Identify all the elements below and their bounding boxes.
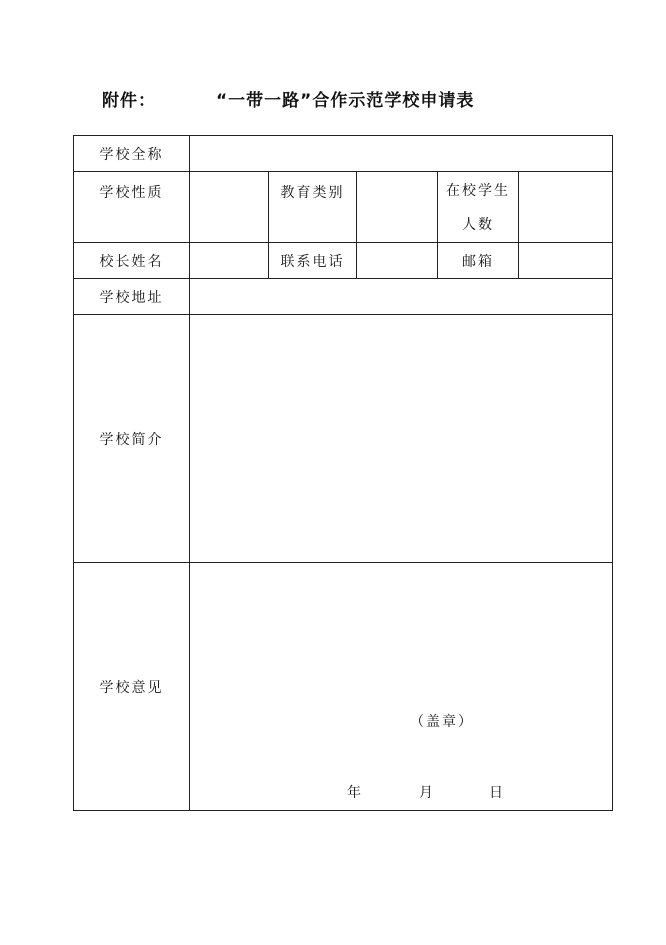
education-type-label: 教育类别 (269, 172, 357, 243)
form-title: “一带一路”合作示范学校申请表 (216, 91, 475, 111)
intro-label: 学校简介 (74, 315, 190, 563)
intro-field[interactable] (190, 315, 613, 563)
email-label: 邮箱 (438, 243, 519, 279)
school-nature-label: 学校性质 (74, 172, 190, 243)
row-school-nature (74, 172, 613, 243)
student-count-field[interactable] (519, 172, 613, 243)
address-field[interactable] (190, 279, 613, 315)
student-count-label-line2: 人数 (462, 217, 494, 233)
row-intro (74, 315, 613, 563)
row-full-name (74, 136, 613, 172)
school-nature-field[interactable] (190, 172, 269, 243)
row-address (74, 279, 613, 315)
principal-name-field[interactable] (190, 243, 269, 279)
address-label: 学校地址 (74, 279, 190, 315)
full-name-label: 学校全称 (74, 136, 190, 172)
full-name-field[interactable] (190, 136, 613, 172)
day-label: 日 (489, 785, 505, 801)
phone-label: 联系电话 (269, 243, 357, 279)
student-count-label (438, 172, 519, 243)
principal-name-label: 校长姓名 (74, 243, 190, 279)
year-label: 年 (347, 785, 363, 801)
row-opinion (74, 563, 613, 811)
student-count-label-line1: 在校学生 (446, 183, 510, 199)
application-form-table (73, 135, 613, 811)
email-field[interactable] (519, 243, 613, 279)
row-principal (74, 243, 613, 279)
attachment-label: 附件： (102, 91, 156, 111)
month-label: 月 (419, 785, 435, 801)
opinion-field[interactable] (190, 563, 613, 811)
seal-text: （盖章） (410, 714, 474, 730)
opinion-label: 学校意见 (74, 563, 190, 811)
education-type-field[interactable] (357, 172, 438, 243)
phone-field[interactable] (357, 243, 438, 279)
